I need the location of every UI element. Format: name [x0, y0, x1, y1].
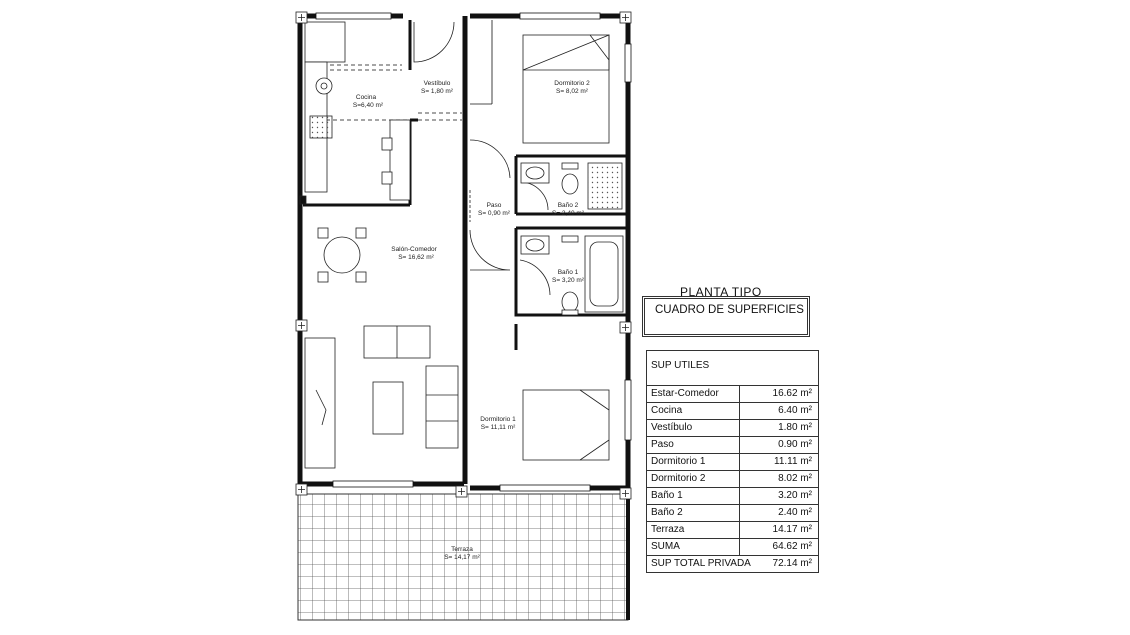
total-label: SUP TOTAL PRIVADA — [651, 558, 751, 569]
row-value: 6.40 m² — [778, 405, 812, 416]
table-row — [647, 403, 818, 420]
room-area-bano-1: S= 3,20 m² — [552, 277, 584, 284]
row-value: 2.40 m² — [778, 507, 812, 518]
cuadro-superficies-title: CUADRO DE SUPERFICIES — [655, 304, 804, 316]
room-name-cocina: Cocina — [355, 94, 377, 101]
room-name-bano-1: Baño 1 — [557, 269, 579, 276]
suma-row — [647, 539, 818, 555]
row-value: 14.17 m² — [772, 524, 812, 535]
table-row — [647, 386, 818, 403]
table-row — [647, 488, 818, 505]
planta-tipo-title: PLANTA TIPO — [680, 285, 762, 299]
row-name: Vestíbulo — [647, 420, 740, 436]
table-row — [647, 522, 818, 539]
row-name: Dormitorio 2 — [647, 471, 740, 487]
bathroom-fixtures — [521, 163, 623, 315]
superficies-table — [646, 350, 819, 556]
room-area-terraza: S= 14,17 m² — [444, 554, 480, 561]
sup-utiles-label: SUP UTILES — [651, 360, 710, 371]
cuadro-superficies-box — [644, 298, 808, 335]
row-value: 16.62 m² — [772, 388, 812, 399]
suma-label: SUMA — [647, 539, 740, 555]
kitchen-fixtures — [300, 22, 410, 204]
row-value: 11.11 m² — [774, 456, 812, 467]
row-name: Paso — [647, 437, 740, 453]
row-value: 8.02 m² — [778, 473, 812, 484]
row-value: 0.90 m² — [778, 439, 812, 450]
living-furniture — [305, 228, 458, 468]
room-area-vestibulo: S= 1,80 m² — [421, 88, 453, 95]
row-name: Dormitorio 1 — [647, 454, 740, 470]
sup-utiles-header — [647, 351, 818, 386]
room-name-vestibulo: Vestíbulo — [423, 80, 451, 87]
room-area-salon-comedor: S= 16,62 m² — [398, 254, 434, 261]
suma-value: 64.62 m² — [772, 541, 812, 552]
total-value: 72.14 m² — [772, 558, 812, 569]
row-name: Cocina — [647, 403, 740, 419]
table-row — [647, 454, 818, 471]
room-area-dormitorio-1: S= 11,11 m² — [480, 424, 516, 431]
table-row — [647, 471, 818, 488]
row-value: 3.20 m² — [778, 490, 812, 501]
table-row — [647, 420, 818, 437]
room-name-dormitorio-2: Dormitorio 2 — [554, 80, 590, 87]
room-area-paso: S= 0,90 m² — [478, 210, 510, 217]
room-name-paso: Paso — [486, 202, 502, 209]
room-area-dormitorio-2: S= 8,02 m² — [556, 88, 588, 95]
sup-total-privada-box — [646, 555, 819, 573]
row-value: 1.80 m² — [778, 422, 812, 433]
room-area-bano-2: S= 2,40 m² — [552, 210, 584, 217]
room-name-bano-2: Baño 2 — [557, 202, 579, 209]
room-area-cocina: S=6,40 m² — [352, 102, 384, 109]
row-name: Estar-Comedor — [647, 386, 740, 402]
row-name: Terraza — [647, 522, 740, 538]
room-name-dormitorio-1: Dormitorio 1 — [480, 416, 516, 423]
table-row — [647, 505, 818, 522]
row-name: Baño 2 — [647, 505, 740, 521]
row-name: Baño 1 — [647, 488, 740, 504]
room-name-salon-comedor: Salón-Comedor — [391, 246, 437, 253]
room-name-terraza: Terraza — [451, 546, 473, 553]
table-row — [647, 437, 818, 454]
